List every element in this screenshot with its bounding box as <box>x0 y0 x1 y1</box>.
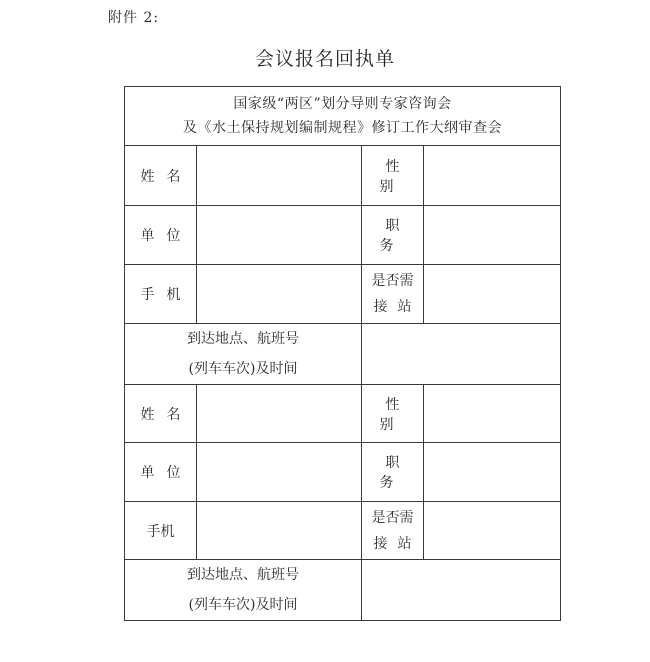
entry1-phone-row <box>125 265 561 324</box>
entry2-name-label: 姓名 <box>140 406 193 423</box>
entry2-arrival-label-cell <box>125 560 362 621</box>
entry2-position-label-cell <box>362 443 424 502</box>
entry1-gender-label: 性别 <box>379 158 412 195</box>
entry1-pickup-label-cell <box>362 265 424 324</box>
entry1-unit-row <box>125 206 561 265</box>
attachment-label: 附件 2: <box>108 10 160 26</box>
entry1-unit-label-cell <box>125 206 197 265</box>
entry1-phone-input[interactable] <box>197 265 362 324</box>
entry1-position-input[interactable] <box>424 206 561 265</box>
entry1-gender-label-cell <box>362 146 424 206</box>
entry2-gender-input[interactable] <box>424 385 561 443</box>
entry2-pickup-label-line2: 接站 <box>373 535 422 552</box>
form-header-row <box>125 87 561 146</box>
entry2-name-input[interactable] <box>197 385 362 443</box>
entry2-name-label-cell <box>125 385 197 443</box>
entry1-unit-input[interactable] <box>197 206 362 265</box>
entry2-arrival-label-line2: (列车车次)及时间 <box>188 597 298 613</box>
entry2-phone-label: 手机 <box>146 523 175 540</box>
registration-form-table <box>124 86 561 621</box>
entry2-pickup-label-line1: 是否需 <box>371 509 414 526</box>
entry2-arrival-row <box>125 560 561 621</box>
entry2-arrival-input[interactable] <box>362 560 561 621</box>
form-header-line1: 国家级“两区”划分导则专家咨询会 <box>233 96 452 112</box>
form-header-cell <box>125 87 561 146</box>
entry1-phone-label: 手机 <box>140 287 193 303</box>
entry2-unit-input[interactable] <box>197 443 362 502</box>
entry1-arrival-label-cell <box>125 324 362 385</box>
entry1-phone-label-cell <box>125 265 197 324</box>
entry1-position-label: 职务 <box>379 218 412 254</box>
entry2-phone-input[interactable] <box>197 502 362 560</box>
entry1-name-label-cell <box>125 146 197 206</box>
entry2-gender-label-cell <box>362 385 424 443</box>
entry2-arrival-label-line1: 到达地点、航班号 <box>187 567 299 583</box>
entry2-unit-label: 单位 <box>140 465 193 481</box>
form-header-line2: 及《水土保持规划编制规程》修订工作大纲审查会 <box>183 120 502 136</box>
entry1-arrival-row <box>125 324 561 385</box>
entry1-position-label-cell <box>362 206 424 265</box>
entry1-pickup-label-line1: 是否需 <box>371 273 414 289</box>
entry1-name-input[interactable] <box>197 146 362 206</box>
entry1-name-label: 姓名 <box>140 168 193 185</box>
entry1-arrival-label-line1: 到达地点、航班号 <box>187 331 299 347</box>
entry2-position-label: 职务 <box>379 455 412 491</box>
form-title: 会议报名回执单 <box>254 48 395 70</box>
entry1-unit-label: 单位 <box>140 228 193 244</box>
entry2-phone-label-cell <box>125 502 197 560</box>
entry2-pickup-input[interactable] <box>424 502 561 560</box>
entry1-pickup-input[interactable] <box>424 265 561 324</box>
entry2-unit-label-cell <box>125 443 197 502</box>
entry1-pickup-label-line2: 接站 <box>373 299 422 315</box>
entry2-gender-label: 性别 <box>379 396 412 433</box>
entry2-position-input[interactable] <box>424 443 561 502</box>
entry1-arrival-label-line2: (列车车次)及时间 <box>188 361 298 377</box>
entry2-pickup-label-cell <box>362 502 424 560</box>
entry1-arrival-input[interactable] <box>362 324 561 385</box>
entry1-name-row <box>125 146 561 206</box>
entry2-phone-row <box>125 502 561 560</box>
entry2-name-row <box>125 385 561 443</box>
entry2-unit-row <box>125 443 561 502</box>
entry1-gender-input[interactable] <box>424 146 561 206</box>
